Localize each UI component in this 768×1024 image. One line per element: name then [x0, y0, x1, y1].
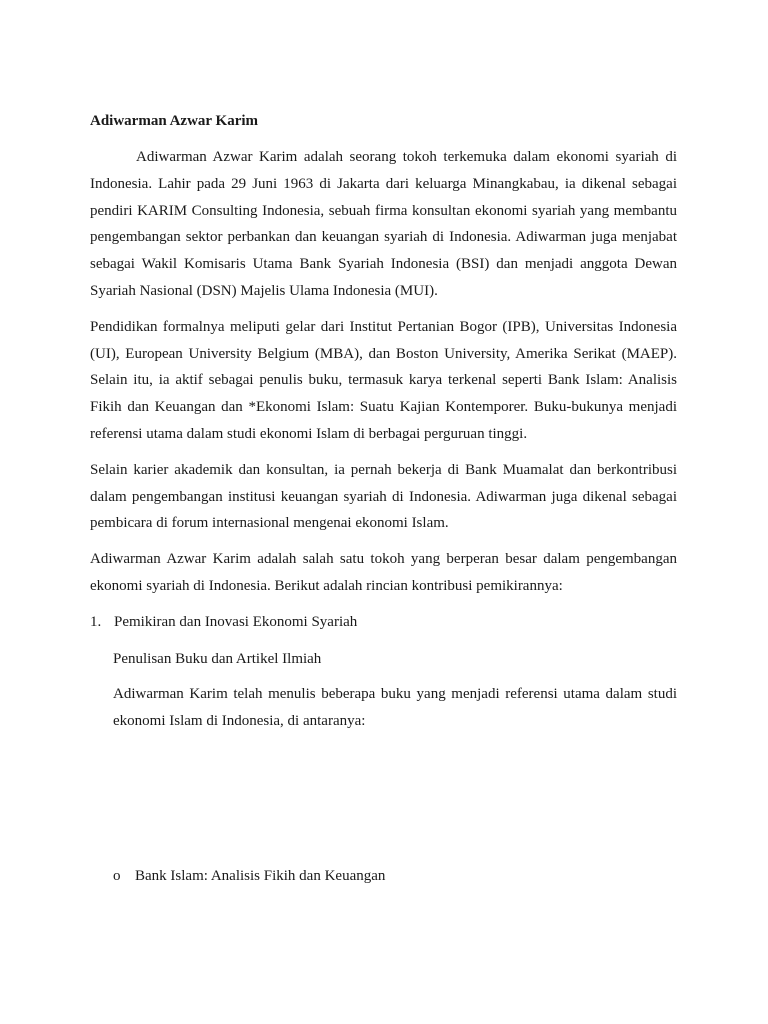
numbered-list-item — [90, 609, 677, 636]
list-subtext: Adiwarman Karim telah menulis beberapa buku yang menjadi referensi utama dalam studi ekonomi Islam di Indonesia, di antaranya: — [113, 686, 677, 730]
list-number: 1. — [90, 613, 102, 630]
paragraph-education: Pendidikan formalnya meliputi gelar dari Institut Pertanian Bogor (IPB), Universitas Indonesia (UI), European University Belgium (MBA), dan Boston University, Amerika Serikat (MAEP). Selain itu, ia aktif sebagai penulis buku, termasuk karya terkenal seperti Bank Islam: Analisis Fikih dan Keuangan dan *Ekonomi Islam: Suatu Kajian Kontemporer. Buku-bukunya menjadi referensi utama dalam studi ekonomi Islam di berbagai perguruan tinggi. — [90, 318, 677, 442]
document-page — [90, 108, 677, 744]
list-item-body — [113, 646, 677, 735]
list-heading: Pemikiran dan Inovasi Ekonomi Syariah — [114, 613, 358, 630]
bullet-item — [113, 863, 385, 889]
paragraph-biography: Adiwarman Azwar Karim adalah seorang tokoh terkemuka dalam ekonomi syariah di Indonesia. Lahir pada 29 Juni 1963 di Jakarta dari keluarga Minangkabau, ia dikenal sebagai pendiri KARIM Consulting Indonesia, sebuah firma konsultan ekonomi syariah yang membantu pengembangan sektor perbankan dan keuangan syariah di Indonesia. Adiwarman juga menjabat sebagai Wakil Komisaris Utama Bank Syariah Indonesia (BSI) dan menjadi anggota Dewan Syariah Nasional (DSN) Majelis Ulama Indonesia (MUI). — [90, 149, 677, 299]
bullet-icon: o — [113, 868, 121, 884]
document-title: Adiwarman Azwar Karim — [90, 113, 259, 129]
bullet-text: Bank Islam: Analisis Fikih dan Keuangan — [135, 868, 386, 884]
list-subheading: Penulisan Buku dan Artikel Ilmiah — [113, 650, 322, 667]
paragraph-contributions-intro: Adiwarman Azwar Karim adalah salah satu tokoh yang berperan besar dalam pengembangan ekonomi syariah di Indonesia. Berikut adalah rincian kontribusi pemikirannya: — [90, 551, 677, 594]
paragraph-career: Selain karier akademik dan konsultan, ia pernah bekerja di Bank Muamalat dan berkontribusi dalam pengembangan institusi keuangan syariah di Indonesia. Adiwarman juga dikenal sebagai pembicara di forum internasional mengenai ekonomi Islam. — [90, 461, 677, 532]
